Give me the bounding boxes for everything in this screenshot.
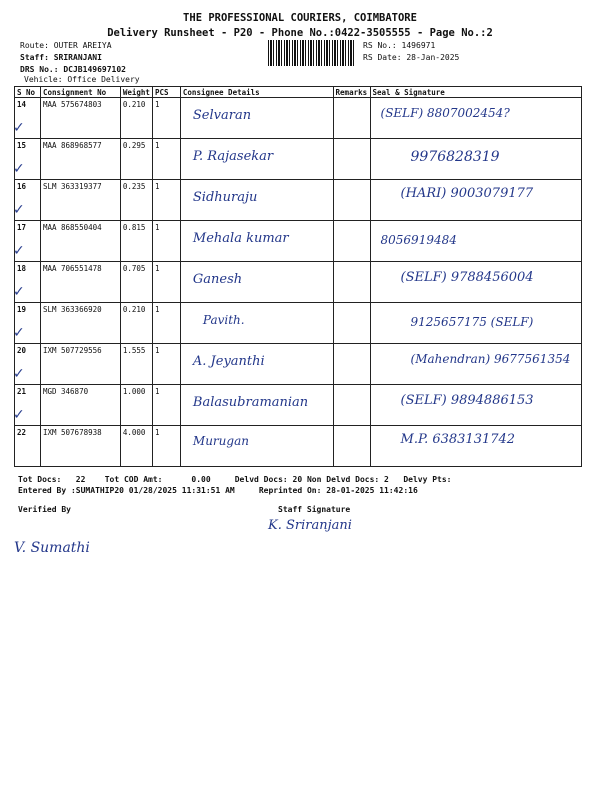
row-signature: (HARI) 9003079177	[370, 180, 581, 221]
check-mark-icon: ✓	[13, 120, 25, 136]
row-pcs: 1	[152, 344, 180, 385]
row-signature: (SELF) 9788456004	[370, 262, 581, 303]
totals-line: Tot Docs: 22 Tot COD Amt: 0.00 Delvd Docs: 20 Non Delvd Docs: 2 Delvy Pts:	[18, 475, 452, 484]
check-mark-icon: ✓	[13, 366, 25, 382]
row-signature: (SELF) 9894886153	[370, 385, 581, 426]
row-sno: 17 ✓	[15, 221, 41, 262]
row-consignee: Mehala kumar	[180, 221, 333, 262]
table-row	[15, 139, 582, 180]
row-pcs: 1	[152, 98, 180, 139]
row-consignee: A. Jeyanthi	[180, 344, 333, 385]
row-weight: 0.295	[120, 139, 152, 180]
col-sno: S No	[15, 87, 41, 98]
col-weight: Weight	[120, 87, 152, 98]
row-weight: 1.000	[120, 385, 152, 426]
row-remarks	[333, 385, 370, 426]
col-signature: Seal & Signature	[370, 87, 581, 98]
check-mark-icon: ✓	[13, 161, 25, 177]
row-consignment: MAA 868550404	[40, 221, 120, 262]
check-mark-icon: ✓	[13, 243, 25, 259]
vehicle-line: Vehicle: Office Delivery	[24, 75, 140, 84]
row-pcs: 1	[152, 385, 180, 426]
entered-by-line: Entered By :SUMATHIP20 01/28/2025 11:31:51 AM Reprinted On: 28-01-2025 11:42:16	[18, 486, 418, 495]
row-consignee: P. Rajasekar	[180, 139, 333, 180]
row-consignment: IXM 507729556	[40, 344, 120, 385]
row-signature: (SELF) 8807002454?	[370, 98, 581, 139]
row-pcs: 1	[152, 180, 180, 221]
row-remarks	[333, 180, 370, 221]
table-header-row	[15, 87, 582, 98]
row-consignment: MAA 575674803	[40, 98, 120, 139]
table-row	[15, 303, 582, 344]
staff-signature-label: Staff Signature	[278, 505, 351, 514]
row-consignee: Murugan	[180, 426, 333, 467]
table-row	[15, 221, 582, 262]
row-consignment: MAA 706551478	[40, 262, 120, 303]
row-consignment: SLM 363366920	[40, 303, 120, 344]
table-row	[15, 385, 582, 426]
verified-signature: V. Sumathi	[14, 540, 90, 556]
row-remarks	[333, 139, 370, 180]
table-row	[15, 262, 582, 303]
runsheet-subtitle: Delivery Runsheet - P20 - Phone No.:0422-3505555 - Page No.:2	[107, 27, 493, 39]
row-sno: 15 ✓	[15, 139, 41, 180]
table-row	[15, 98, 582, 139]
verified-by-label: Verified By	[18, 505, 71, 514]
row-weight: 1.555	[120, 344, 152, 385]
check-mark-icon: ✓	[13, 325, 25, 341]
row-signature: 9976828319	[370, 139, 581, 180]
route-line: Route: OUTER AREIYA	[20, 41, 112, 50]
col-remarks: Remarks	[333, 87, 370, 98]
row-consignment: MGD 346870	[40, 385, 120, 426]
staff-line: Staff: SRIRANJANI	[20, 53, 102, 62]
delivery-table	[14, 86, 582, 467]
row-remarks	[333, 426, 370, 467]
row-sno: 22	[15, 426, 41, 467]
row-pcs: 1	[152, 139, 180, 180]
row-sno: 18 ✓	[15, 262, 41, 303]
row-pcs: 1	[152, 262, 180, 303]
col-pcs: PCS	[152, 87, 180, 98]
row-consignment: MAA 868968577	[40, 139, 120, 180]
company-title: THE PROFESSIONAL COURIERS, COIMBATORE	[183, 12, 417, 24]
row-consignee: Ganesh	[180, 262, 333, 303]
row-consignment: SLM 363319377	[40, 180, 120, 221]
table-row	[15, 344, 582, 385]
row-weight: 0.705	[120, 262, 152, 303]
row-sno: 21 ✓	[15, 385, 41, 426]
row-sno: 19 ✓	[15, 303, 41, 344]
row-weight: 0.815	[120, 221, 152, 262]
row-pcs: 1	[152, 426, 180, 467]
row-consignee: Sidhuraju	[180, 180, 333, 221]
row-signature: (Mahendran) 9677561354	[370, 344, 581, 385]
row-consignment: IXM 507678938	[40, 426, 120, 467]
drs-line: DRS No.: DCJB149697102	[20, 65, 126, 74]
row-pcs: 1	[152, 221, 180, 262]
row-remarks	[333, 98, 370, 139]
row-remarks	[333, 221, 370, 262]
row-remarks	[333, 303, 370, 344]
rs-date-line: RS Date: 28-Jan-2025	[363, 53, 460, 62]
row-sno: 16 ✓	[15, 180, 41, 221]
row-weight: 0.210	[120, 303, 152, 344]
row-consignee: Selvaran	[180, 98, 333, 139]
row-signature: 9125657175 (SELF)	[370, 303, 581, 344]
col-consignee: Consignee Details	[180, 87, 333, 98]
row-consignee: Balasubramanian	[180, 385, 333, 426]
row-sno: 20 ✓	[15, 344, 41, 385]
col-consignment: Consignment No	[40, 87, 120, 98]
rs-no-line: RS No.: 1496971	[363, 41, 436, 50]
row-remarks	[333, 344, 370, 385]
barcode	[268, 40, 356, 66]
row-sno: 14 ✓	[15, 98, 41, 139]
staff-signature: K. Sriranjani	[268, 518, 352, 533]
row-remarks	[333, 262, 370, 303]
check-mark-icon: ✓	[13, 202, 25, 218]
row-consignee: Pavith.	[180, 303, 333, 344]
row-weight: 0.235	[120, 180, 152, 221]
table-row	[15, 426, 582, 467]
row-signature: 8056919484	[370, 221, 581, 262]
row-pcs: 1	[152, 303, 180, 344]
row-weight: 4.000	[120, 426, 152, 467]
check-mark-icon: ✓	[13, 407, 25, 423]
row-weight: 0.210	[120, 98, 152, 139]
check-mark-icon: ✓	[13, 284, 25, 300]
table-row	[15, 180, 582, 221]
row-signature: M.P. 6383131742	[370, 426, 581, 467]
